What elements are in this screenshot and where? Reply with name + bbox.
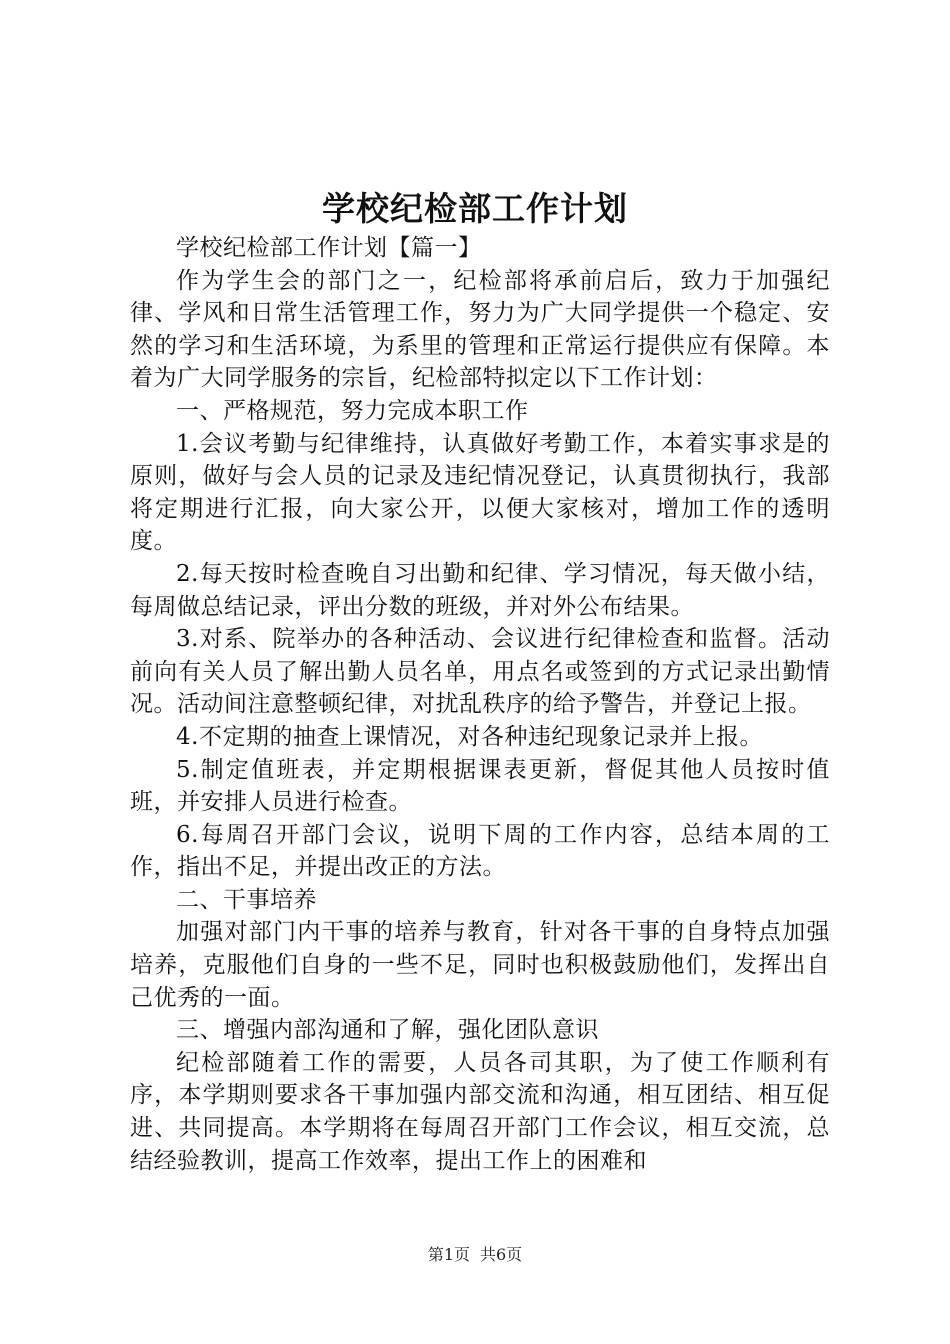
paragraph: 6.每周召开部门会议，说明下周的工作内容，总结本周的工作，指出不足，并提出改正的方法。 [130,821,830,881]
paragraph: 2.每天按时检查晚自习出勤和纪律、学习情况，每天做小结，每周做总结记录，评出分数的班级，并对外公布结果。 [130,560,830,620]
section-heading: 一、严格规范，努力完成本职工作 [176,397,529,424]
paragraph: 作为学生会的部门之一，纪检部将承前启后，致力于加强纪律、学风和日常生活管理工作，努力为广大同学提供一个稳定、安然的学习和生活环境，为系里的管理和正常运行提供应有保障。本着为广大同学服务的宗旨，纪检部特拟定以下工作计划： [130,267,830,392]
paragraph: 3.对系、院举办的各种活动、会议进行纪律检查和监督。活动前向有关人员了解出勤人员名单，用点名或签到的方式记录出勤情况。活动间注意整顿纪律，对扰乱秩序的给予警告，并登记上报。 [130,626,830,718]
page-total: 共6页 [480,1245,523,1264]
document-body [130,232,830,1177]
section-heading: 学校纪检部工作计划【篇一】 [176,235,482,261]
paragraph: 5.制定值班表，并定期根据课表更新，督促其他人员按时值班，并安排人员进行检查。 [130,756,830,816]
section-heading: 三、增强内部沟通和了解，强化团队意识 [176,1017,599,1044]
paragraph: 纪检部随着工作的需要，人员各司其职，为了使工作顺利有序，本学期则要求各干事加强内部交流和沟通，相互团结、相互促进、共同提高。本学期将在每周召开部门工作会议，相互交流，总结经验教训，提高工作效率，提出工作上的困难和 [130,1049,830,1174]
paragraph: 1.会议考勤与纪律维持，认真做好考勤工作，本着实事求是的原则，做好与会人员的记录及违纪情况登记，认真贯彻执行，我部将定期进行汇报，向大家公开，以便大家核对，增加工作的透明度。 [130,430,830,555]
paragraph: 4.不定期的抽查上课情况，对各种违纪现象记录并上报。 [176,723,763,750]
document-title: 学校纪检部工作计划 [322,189,628,228]
page-number: 第1页 [427,1245,470,1264]
page-footer [0,1244,950,1266]
section-heading: 二、干事培养 [176,886,317,913]
paragraph: 加强对部门内干事的培养与教育，针对各干事的自身特点加强培养，克服他们自身的一些不足，同时也积极鼓励他们，发挥出自己优秀的一面。 [130,919,830,1011]
